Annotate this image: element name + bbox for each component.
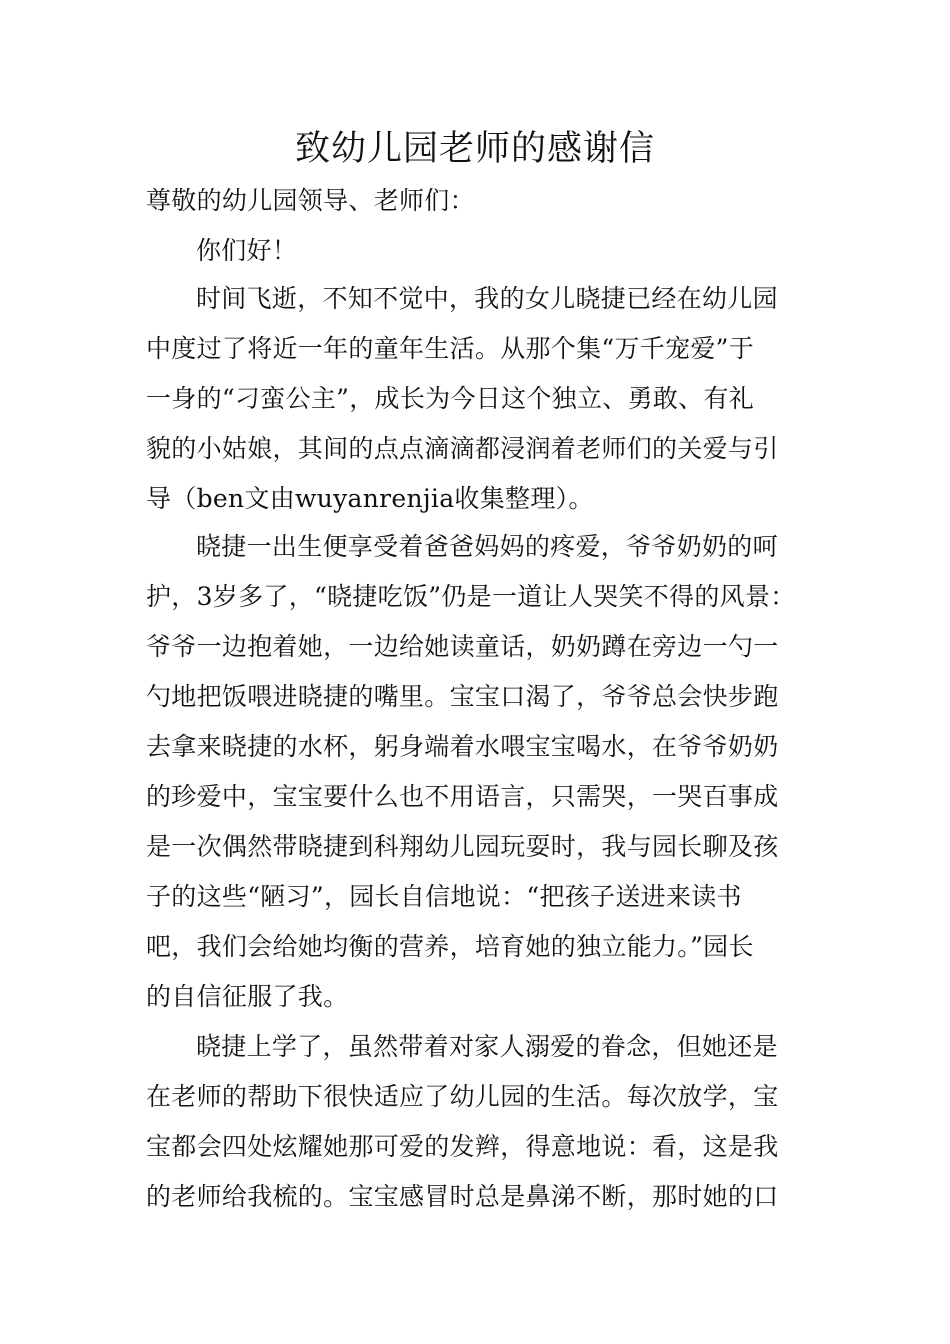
paragraph-line: 勺地把饭喂进晓捷的嘴里。宝宝口渴了，爷爷总会快步跑 bbox=[146, 682, 779, 711]
paragraph-line: 时间飞逝，不知不觉中，我的女儿晓捷已经在幼儿园 bbox=[196, 284, 778, 313]
paragraph-line: 晓捷一出生便享受着爸爸妈妈的疼爱，爷爷奶奶的呵 bbox=[196, 532, 778, 561]
paragraph-line: 宝都会四处炫耀她那可爱的发辫，得意地说：看，这是我 bbox=[146, 1132, 779, 1161]
paragraph-line: 是一次偶然带晓捷到科翔幼儿园玩耍时，我与园长聊及孩 bbox=[146, 832, 779, 861]
document-title: 致幼儿园老师的感谢信 bbox=[294, 129, 655, 169]
paragraph-line: 的老师给我梳的。宝宝感冒时总是鼻涕不断，那时她的口 bbox=[146, 1182, 779, 1211]
paragraph-line: 中度过了将近一年的童年生活。从那个集“万千宠爱”于 bbox=[146, 334, 755, 363]
paragraph-line: 的自信征服了我。 bbox=[146, 982, 349, 1011]
paragraph-line: 导（ben文由wuyanrenjia收集整理）。 bbox=[146, 484, 594, 513]
paragraph-line: 在老师的帮助下很快适应了幼儿园的生活。每次放学，宝 bbox=[146, 1082, 779, 1111]
salutation: 尊敬的幼儿园领导、老师们： bbox=[146, 186, 475, 215]
paragraph-line: 护，3岁多了，“晓捷吃饭”仍是一道让人哭笑不得的风景： bbox=[146, 582, 796, 611]
paragraph-line: 爷爷一边抱着她，一边给她读童话，奶奶蹲在旁边一勺一 bbox=[146, 632, 779, 661]
paragraph-line: 去拿来晓捷的水杯，躬身端着水喂宝宝喝水，在爷爷奶奶 bbox=[146, 732, 779, 761]
paragraph-line: 貌的小姑娘，其间的点点滴滴都浸润着老师们的关爱与引 bbox=[146, 434, 779, 463]
paragraph-line: 一身的“刁蛮公主”，成长为今日这个独立、勇敢、有礼 bbox=[146, 384, 755, 413]
paragraph-line: 吧，我们会给她均衡的营养，培育她的独立能力。”园长 bbox=[146, 932, 754, 961]
paragraph-line: 的珍爱中，宝宝要什么也不用语言，只需哭，一哭百事成 bbox=[146, 782, 779, 811]
paragraph-line: 子的这些“陋习”，园长自信地说：“把孩子送进来读书 bbox=[146, 882, 742, 911]
greeting: 你们好！ bbox=[196, 236, 298, 265]
paragraph-line: 晓捷上学了，虽然带着对家人溺爱的眷念，但她还是 bbox=[196, 1032, 778, 1061]
